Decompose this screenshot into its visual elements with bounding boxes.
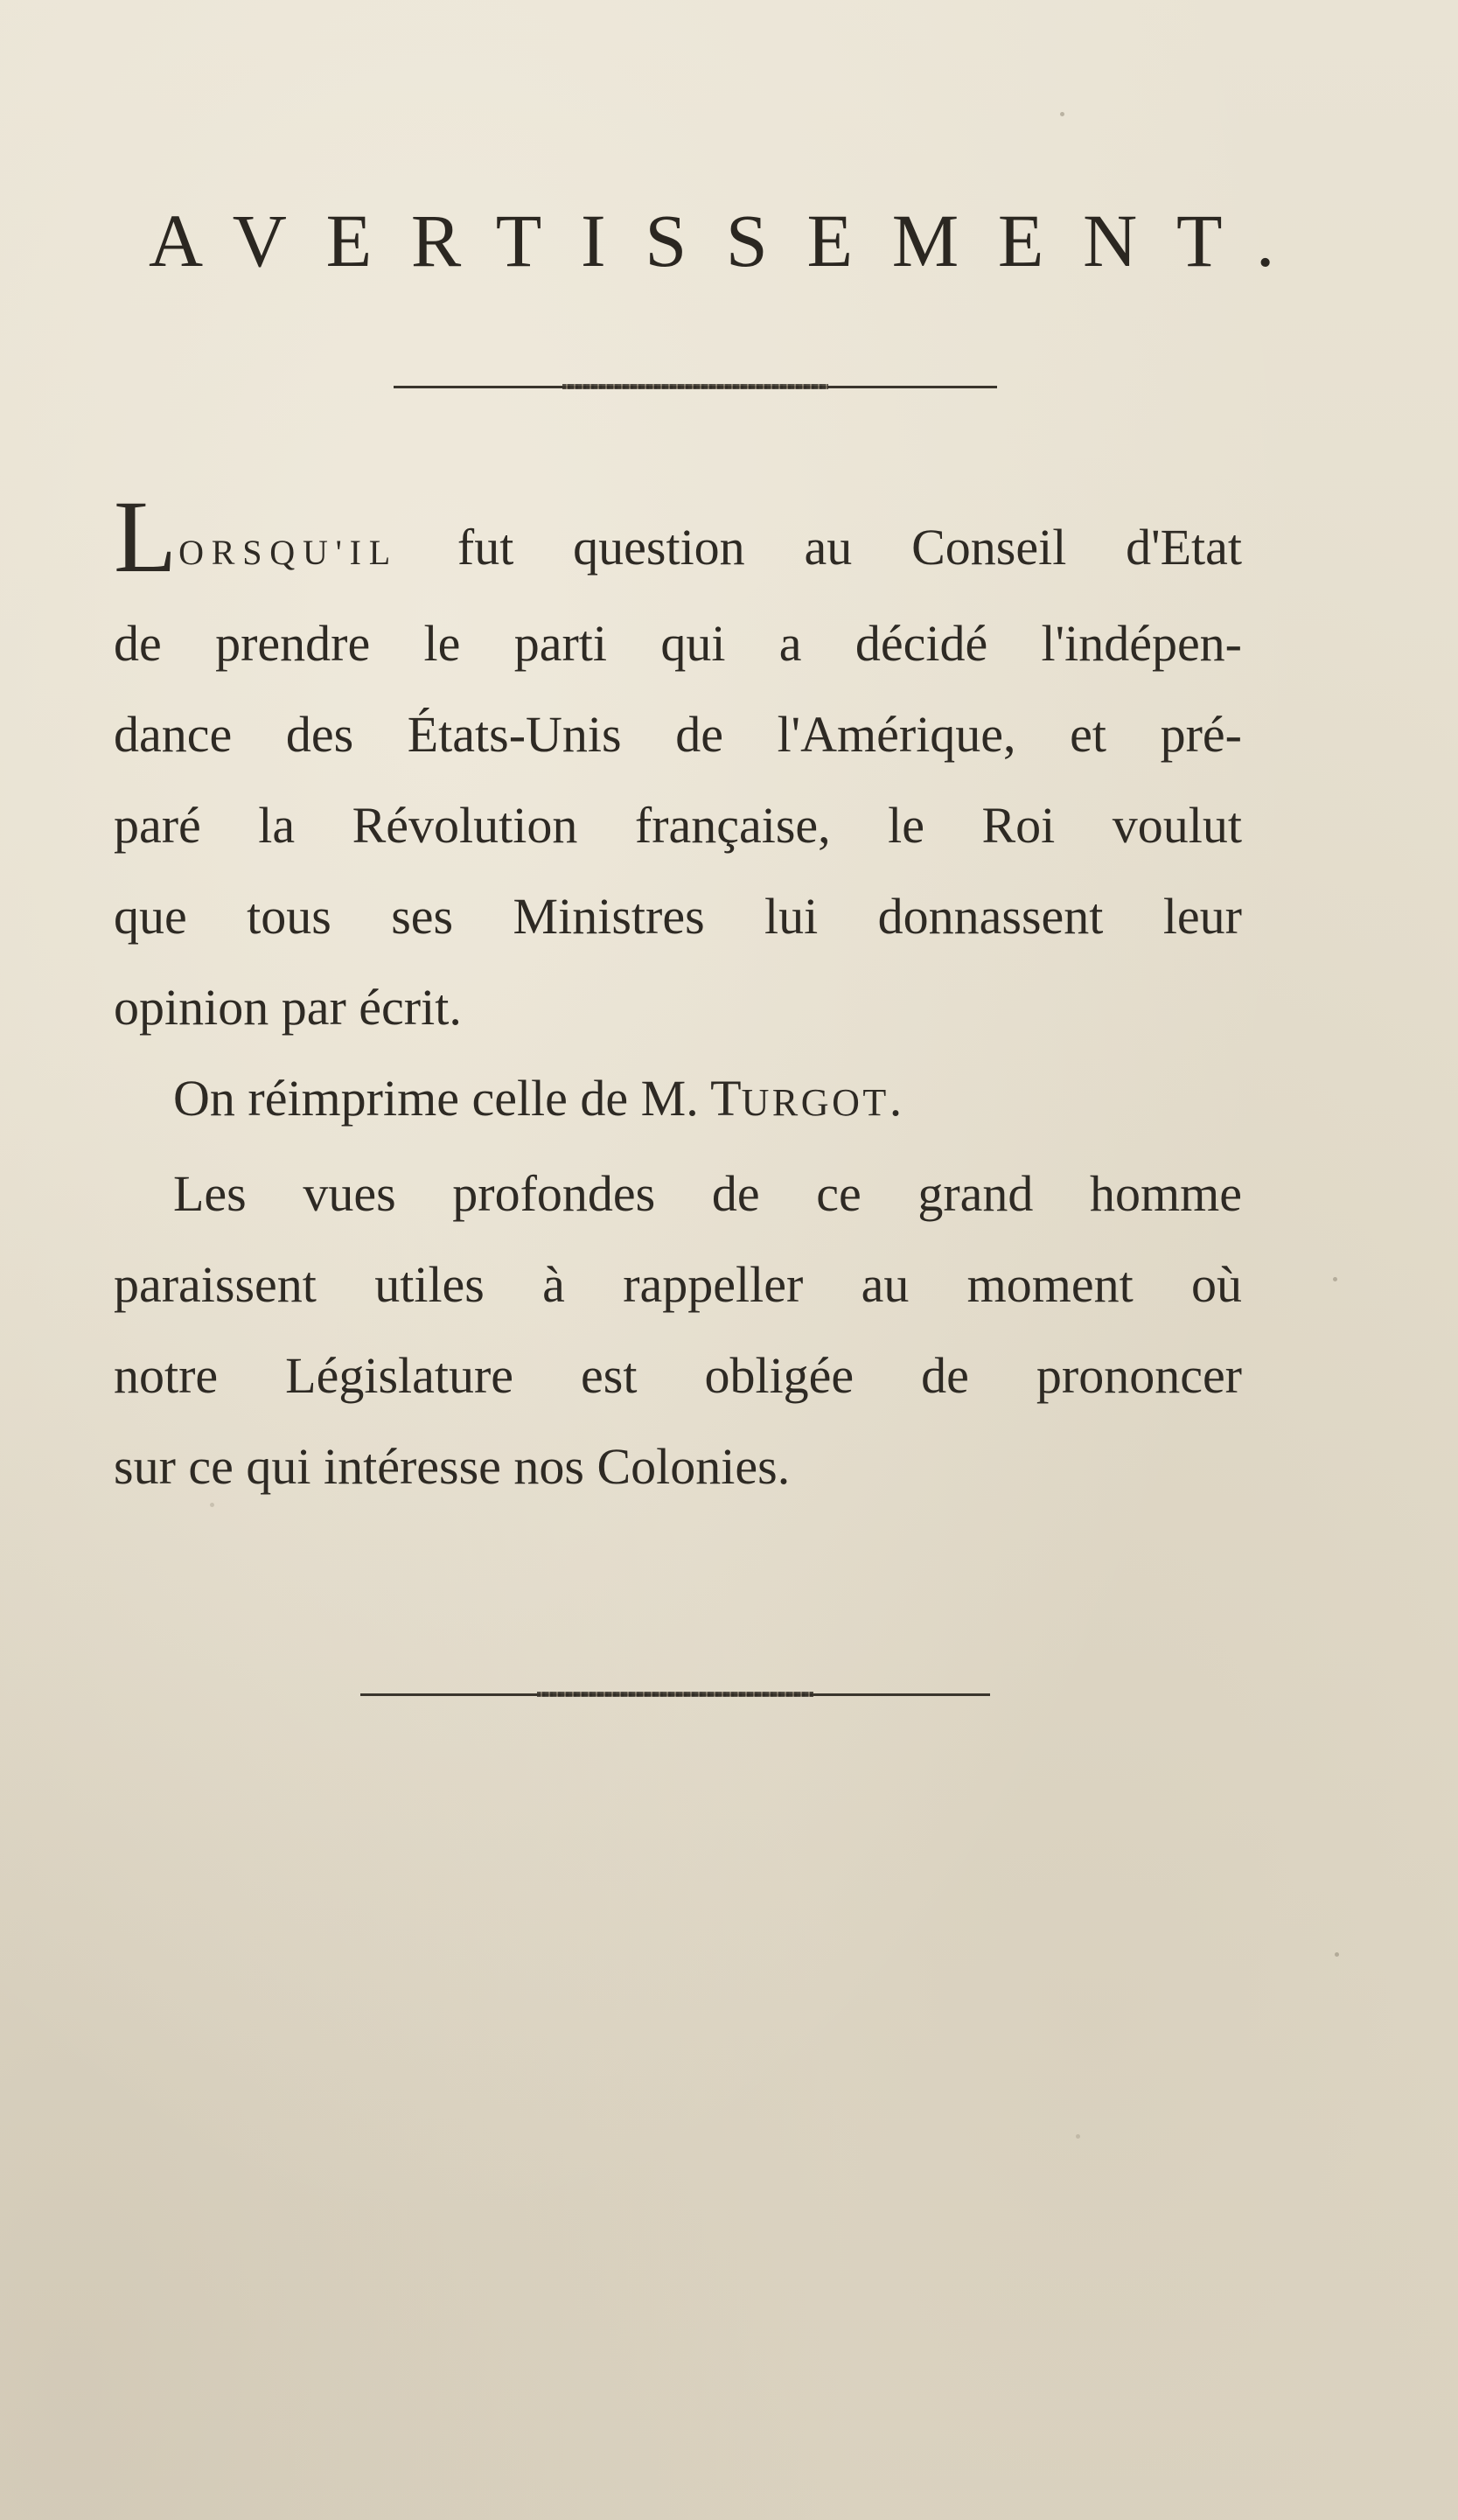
paper-speck	[210, 1503, 214, 1507]
paragraph-3-line-4: sur ce qui intéresse nos Colonies.	[114, 1438, 791, 1495]
line-end: .	[889, 1070, 903, 1127]
page-title: AVERTISSEMENT.	[149, 199, 1315, 283]
drop-cap: L	[114, 479, 178, 594]
small-caps-name: URGOT	[741, 1081, 889, 1124]
line-text: fut question au Conseil d'Etat	[398, 519, 1242, 576]
paragraph-1-line-5: que tous ses Ministres lui donnassent leur	[114, 888, 1242, 945]
paragraph-3-line-3: notre Législature est obligée de prononcer	[114, 1347, 1242, 1404]
paper-speck	[1060, 112, 1064, 116]
paper-speck	[1335, 1952, 1339, 1957]
paragraph-3-line-2: paraissent utiles à rappeller au moment où	[114, 1256, 1242, 1313]
paragraph-1-line-2: de prendre le parti qui a décidé l'indépen-	[114, 615, 1242, 672]
paper-speck	[1076, 2134, 1080, 2139]
line-text: On réimprime celle de M. T	[173, 1070, 742, 1127]
paragraph-1-line-1	[114, 479, 1242, 598]
paragraph-2-line-1	[114, 1053, 1242, 1148]
small-caps-opening: ORSQU'IL	[178, 533, 399, 572]
bottom-ornamental-rule	[360, 1693, 990, 1696]
top-ornamental-rule	[394, 386, 997, 388]
paragraph-3-line-1: Les vues profondes de ce grand homme	[173, 1165, 1242, 1222]
paragraph-1-line-6: opinion par écrit.	[114, 979, 462, 1036]
body-text	[114, 479, 1242, 1512]
paragraph-1-line-3: dance des États-Unis de l'Amérique, et pré-	[114, 706, 1242, 763]
paragraph-1-line-4: paré la Révolution française, le Roi voulut	[114, 797, 1242, 854]
paper-speck	[1333, 1277, 1337, 1281]
